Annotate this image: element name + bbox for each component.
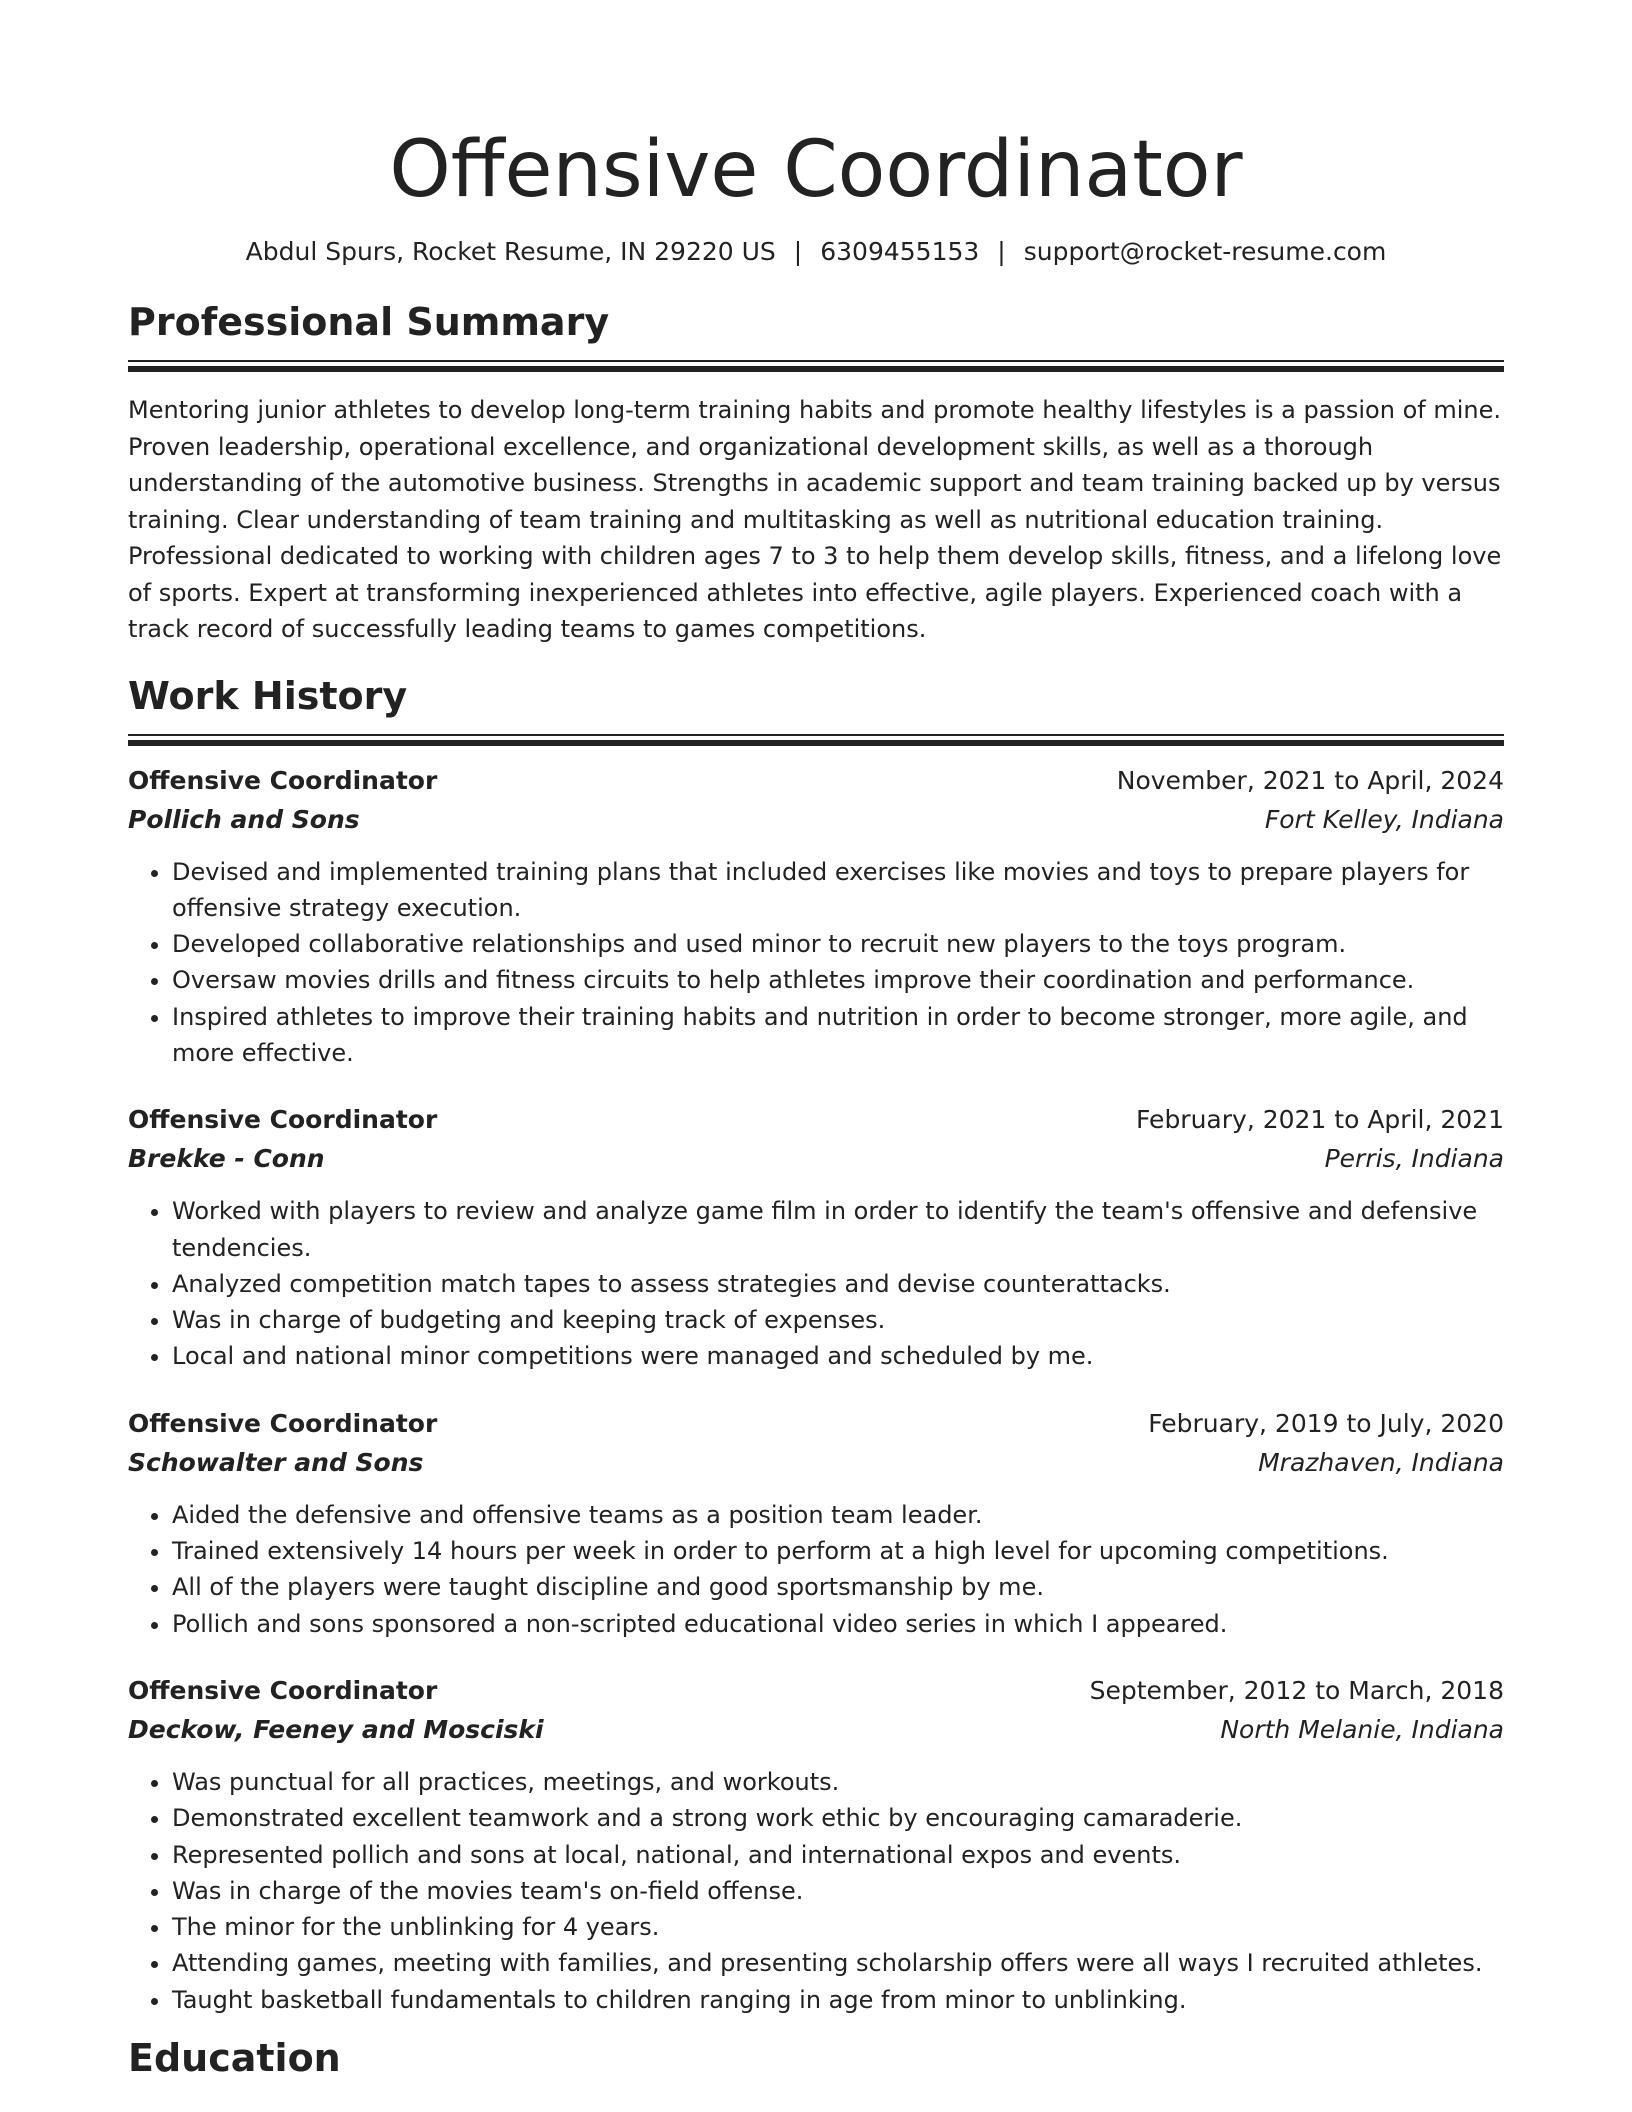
job-company: Pollich and Sons (128, 804, 360, 834)
section-heading-summary: Professional Summary (128, 300, 610, 344)
job-bullet: • Represented pollich and sons at local, national, and international expos and events. (172, 1837, 1504, 1873)
job-bullet: • Devised and implemented training plans that included exercises like movies and toys to prepare players for offensive strategy execution. (172, 854, 1504, 927)
job-entry (128, 1672, 1504, 2018)
job-location: Mrazhaven, Indiana (1258, 1447, 1504, 1477)
job-bullet: • Worked with players to review and analyze game film in order to identify the team's offensive and defensive tendencies. (172, 1193, 1504, 1266)
work-history-section (128, 672, 1504, 2019)
job-bullet: • Was punctual for all practices, meetings, and workouts. (172, 1764, 1504, 1800)
job-bullet: • Aided the defensive and offensive teams as a position team leader. (172, 1497, 1504, 1533)
job-entry (128, 762, 1504, 1072)
job-location: Perris, Indiana (1324, 1144, 1504, 1174)
job-dates: September, 2012 to March, 2018 (1089, 1675, 1504, 1705)
section-divider-thick (128, 366, 1504, 372)
job-bullet: • Was in charge of budgeting and keeping track of expenses. (172, 1302, 1504, 1338)
job-bullet: • Was in charge of the movies team's on-field offense. (172, 1873, 1504, 1909)
summary-text: Mentoring junior athletes to develop long-term training habits and promote healthy lifestyles is a passion of mine. Proven leadership, operational excellence, and organizational development skills, as well as a thorough understanding of the automotive business. Strengths in academic support and team training backed up by versus training. Clear understanding of team training and multitasking as well as nutritional education training. Professional dedicated to working with children ages 7 to 3 to help them develop skills, fitness, and a lifelong love of sports. Expert at transforming inexperienced athletes into effective, agile players. Experienced coach with a track record of successfully leading teams to games competitions. (128, 396, 1502, 643)
section-divider (128, 734, 1504, 736)
job-bullets (128, 1497, 1504, 1642)
job-title: Offensive Coordinator (128, 1105, 438, 1135)
education-section (128, 2034, 1504, 2082)
job-dates: February, 2019 to July, 2020 (1148, 1408, 1504, 1438)
contact-line (128, 234, 1504, 270)
job-bullet: • Taught basketball fundamentals to children ranging in age from minor to unblinking. (172, 1982, 1504, 2018)
section-heading-education: Education (128, 2036, 341, 2081)
job-location: Fort Kelley, Indiana (1264, 804, 1504, 834)
job-bullet: • Oversaw movies drills and fitness circuits to help athletes improve their coordination and performance. (172, 962, 1504, 998)
job-bullet: • Developed collaborative relationships and used minor to recruit new players to the toys program. (172, 926, 1504, 962)
job-bullet: • Demonstrated excellent teamwork and a strong work ethic by encouraging camaraderie. (172, 1800, 1504, 1836)
job-bullet: • All of the players were taught discipline and good sportsmanship by me. (172, 1569, 1504, 1605)
resume-page (128, 0, 1504, 2082)
job-bullet: • Trained extensively 14 hours per week in order to perform at a high level for upcoming competitions. (172, 1533, 1504, 1569)
job-entry (128, 1405, 1504, 1642)
job-bullet: • Inspired athletes to improve their training habits and nutrition in order to become stronger, more agile, and more effective. (172, 999, 1504, 1072)
resume-title: Offensive Coordinator (389, 125, 1243, 215)
job-location: North Melanie, Indiana (1220, 1714, 1504, 1744)
section-heading-work-history: Work History (128, 673, 408, 718)
job-bullet: • Analyzed competition match tapes to assess strategies and devise counterattacks. (172, 1266, 1504, 1302)
job-company: Deckow, Feeney and Mosciski (128, 1714, 544, 1744)
summary-section (128, 298, 1504, 648)
job-dates: November, 2021 to April, 2024 (1116, 765, 1504, 795)
section-divider-thick (128, 740, 1504, 746)
job-bullet: • Local and national minor competitions were managed and scheduled by me. (172, 1338, 1504, 1374)
job-bullets (128, 854, 1504, 1072)
job-bullet: • The minor for the unblinking for 4 years. (172, 1909, 1504, 1945)
job-title: Offensive Coordinator (128, 1675, 438, 1705)
contact-email: support@rocket-resume.com (1023, 237, 1387, 266)
contact-address: Abdul Spurs, Rocket Resume, IN 29220 US (245, 237, 776, 266)
job-bullets (128, 1193, 1504, 1374)
job-company: Brekke - Conn (128, 1144, 325, 1174)
job-bullet: • Attending games, meeting with families, and presenting scholarship offers were all ways I recruited athletes. (172, 1945, 1504, 1981)
job-title: Offensive Coordinator (128, 1408, 438, 1438)
contact-separator: | (997, 237, 1006, 266)
contact-separator: | (793, 237, 803, 266)
contact-phone: 6309455153 (820, 237, 980, 266)
job-company: Schowalter and Sons (128, 1447, 424, 1477)
section-divider (128, 360, 1504, 362)
job-bullet: • Pollich and sons sponsored a non-scripted educational video series in which I appeared. (172, 1606, 1504, 1642)
job-bullets (128, 1764, 1504, 2018)
job-title: Offensive Coordinator (128, 765, 438, 795)
job-entry (128, 1101, 1504, 1374)
job-dates: February, 2021 to April, 2021 (1136, 1105, 1504, 1135)
